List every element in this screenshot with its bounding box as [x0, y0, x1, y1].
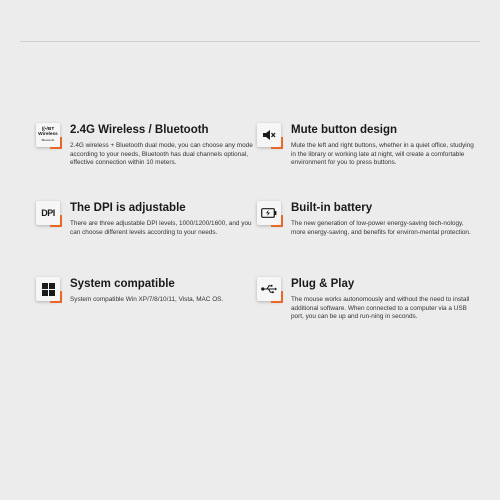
wireless-bluetooth-icon — [36, 123, 60, 147]
dpi-icon-text: DPI — [41, 208, 55, 218]
feature-title: Built-in battery — [291, 202, 373, 214]
mute-speaker-icon — [257, 123, 281, 147]
feature-desc: System compatible Win XP/7/8/10/11, Vista, MAC OS. — [70, 296, 224, 303]
feature-title: Plug & Play — [291, 278, 355, 290]
icon-text-mid: Wireless — [38, 132, 58, 138]
feature-title: Mute button design — [291, 124, 398, 136]
feature-desc: There are three adjustable DPI levels, 1000/1200/1600, and you can choose different levels according to your needs. — [70, 220, 252, 236]
feature-desc: The new generation of low-power energy-saving tech-nology, more energy-saving, and benefits for environ-mental protection. — [291, 220, 471, 236]
dpi-icon — [36, 201, 60, 225]
windows-icon — [36, 277, 60, 301]
feature-title: The DPI is adjustable — [70, 202, 186, 214]
feature-desc: 2.4G wireless + Bluetooth dual mode, you can choose any mode according to your needs, Bluetooth has dual channels optional, effective connection within 10 meters. — [70, 142, 253, 167]
battery-icon — [257, 201, 281, 225]
feature-title: 2.4G Wireless / Bluetooth — [70, 124, 209, 136]
usb-icon — [257, 277, 281, 301]
feature-desc: The mouse works autonomously and without the need to install additional software. When connected to a computer via a USB port, you can be up and run-ning in seconds. — [291, 296, 470, 321]
feature-title: System compatible — [70, 278, 175, 290]
icon-text-top: ((•/BT — [41, 126, 55, 132]
icon-text-bottom: Bluetooth — [41, 137, 55, 142]
top-divider — [20, 41, 480, 42]
feature-desc: Mute the left and right buttons, whether in a quiet office, studying in the library or working late at night, will create a comfortable environment for you to press buttons. — [291, 142, 474, 167]
